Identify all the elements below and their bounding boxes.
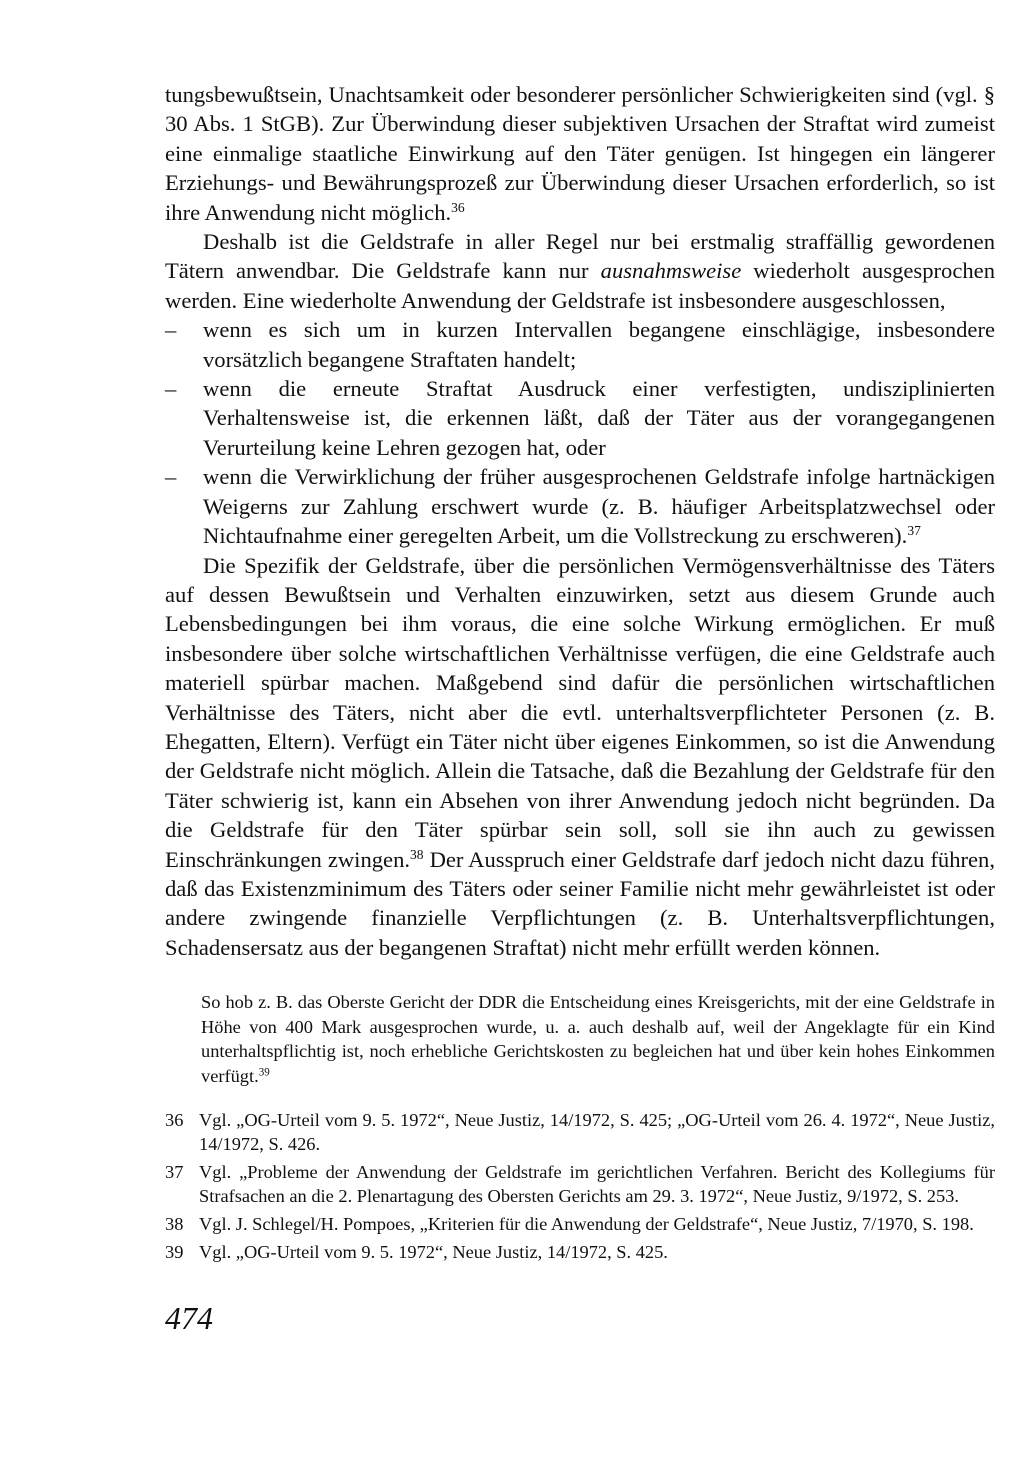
paragraph-text: Der Ausspruch einer Geldstrafe darf jedoch nicht dazu führen, daß das Existenzminimum des Täters oder seiner Familie nicht mehr gewährleistet ist oder andere zwingende finanzielle Verpflichtungen (z. B. Unterhaltsverpflichtungen, Schadensersatz aus der begangenen Straftat) nicht mehr erfüllt werden können. <box>165 846 995 960</box>
footnote-text: Vgl. „Probleme der Anwendung der Geldstrafe im gerichtlichen Verfahren. Bericht des Kollegiums für Strafsachen an die 2. Plenartagung des Obersten Gerichts am 29. 3. 1972“, Neue Justiz, 9/1972, S. 253. <box>199 1162 995 1207</box>
footnote-ref: 39 <box>258 1066 270 1079</box>
footnote <box>165 1240 995 1264</box>
document-page <box>165 80 995 1268</box>
footnote <box>165 1108 995 1156</box>
footnote-text: Vgl. „OG-Urteil vom 9. 5. 1972“, Neue Justiz, 14/1972, S. 425; „OG-Urteil vom 26. 4. 1972“, Neue Justiz, 14/1972, S. 426. <box>199 1110 995 1155</box>
footnote <box>165 1160 995 1208</box>
list-item-text: wenn es sich um in kurzen Intervallen begangene einschlägige, insbesondere vorsätzlich begangene Straftaten handelt; <box>203 317 995 372</box>
paragraph <box>165 551 995 963</box>
list-item-text: wenn die Verwirklichung der früher ausgesprochenen Geldstrafe infolge hartnäckigen Weigerns zur Zahlung erschwert wurde (z. B. häufiger Arbeitsplatzwechsel oder Nichtaufnahme einer geregelten Arbeit, um die Vollstreckung zu erschweren). <box>203 464 995 549</box>
footnotes <box>165 1108 995 1264</box>
paragraph <box>165 227 995 315</box>
paragraph-text: tungsbewußtsein, Unachtsamkeit oder besonderer persönlicher Schwierigkeiten sind (vgl. § 30 Abs. 1 StGB). Zur Überwindung dieser subjektiven Ursachen der Straftat wird zumeist eine einmalige staatliche Einwirkung auf den Täter genügen. Ist hingegen ein längerer Erziehungs- und Bewährungsprozeß zur Überwindung dieser Ursachen erforderlich, so ist ihre Anwendung nicht möglich. <box>165 82 995 225</box>
small-print-text: So hob z. B. das Oberste Gericht der DDR die Entscheidung eines Kreisgerichts, mit der eine Geldstrafe in Höhe von 400 Mark ausgesprochen wurde, u. a. auch deshalb auf, weil der Angeklagte für ein Kind unterhaltspflichtig ist, noch erhebliche Gerichtskosten zu begleichen hat und über kein hohes Einkommen verfügt. <box>201 992 995 1086</box>
footnote-ref: 38 <box>410 846 424 862</box>
list-item-text: wenn die erneute Straftat Ausdruck einer verfestigten, undisziplinierten Verhaltensweise ist, die erkennen läßt, daß der Täter aus der vorangegangenen Verurteilung keine Lehren gezogen hat, oder <box>203 376 995 460</box>
footnote-number: 37 <box>165 1162 184 1183</box>
footnote-ref: 36 <box>451 199 465 215</box>
footnote-number: 39 <box>165 1242 184 1263</box>
dash-list <box>165 315 995 550</box>
footnote-ref: 37 <box>907 522 921 538</box>
paragraph-text: Die Spezifik der Geldstrafe, über die persönlichen Vermögensverhältnisse des Täters auf dessen Bewußtsein und Verhalten einzuwirken, setzt aus diesem Grunde auch Lebensbedingungen bei ihm voraus, die eine solche Wirkung ermöglichen. Er muß insbesondere über solche wirtschaftlichen Verhältnisse verfügen, die eine Geldstrafe auch materiell spürbar machen. Maßgebend sind dafür die persönlichen wirtschaftlichen Verhältnisse des Täters, nicht aber die evtl. unterhaltsverpflichteter Personen (z. B. Ehegatten, Eltern). Verfügt ein Täter nicht über eigenes Einkommen, so ist die Anwendung der Geldstrafe nicht möglich. Allein die Tatsache, daß die Bezahlung der Geldstrafe für den Täter schwierig ist, kann ein Absehen von ihrer Anwendung jedoch nicht begründen. Da die Geldstrafe für den Täter spürbar sein soll, soll sie ihn auch zu gewissen Einschränkungen zwingen. <box>165 552 995 872</box>
paragraph-text: wiederholt ausgesprochen werden. Eine wiederholte Anwendung der Geldstrafe ist insbesondere ausgeschlossen, <box>165 258 995 313</box>
paragraph-text: Deshalb ist die Geldstrafe in aller Regel nur bei erstmalig straffällig gewordenen Tätern anwendbar. Die Geldstrafe kann nur <box>165 229 995 284</box>
list-item <box>165 315 995 374</box>
small-print-paragraph <box>201 990 995 1088</box>
list-item <box>165 462 995 550</box>
footnote-number: 38 <box>165 1214 184 1235</box>
page-number: 474 <box>165 1300 213 1336</box>
footnote-number: 36 <box>165 1110 184 1131</box>
footnote-text: Vgl. „OG-Urteil vom 9. 5. 1972“, Neue Justiz, 14/1972, S. 425. <box>199 1242 668 1263</box>
emphasized-word: ausnahmsweise <box>600 258 742 284</box>
footnote-text: Vgl. J. Schlegel/H. Pompoes, „Kriterien für die Anwendung der Geldstrafe“, Neue Justiz, 7/1970, S. 198. <box>199 1214 974 1235</box>
small-print-note <box>165 990 995 1088</box>
paragraph-continuation <box>165 80 995 227</box>
main-text <box>165 80 995 962</box>
list-item <box>165 374 995 462</box>
footnote <box>165 1212 995 1236</box>
